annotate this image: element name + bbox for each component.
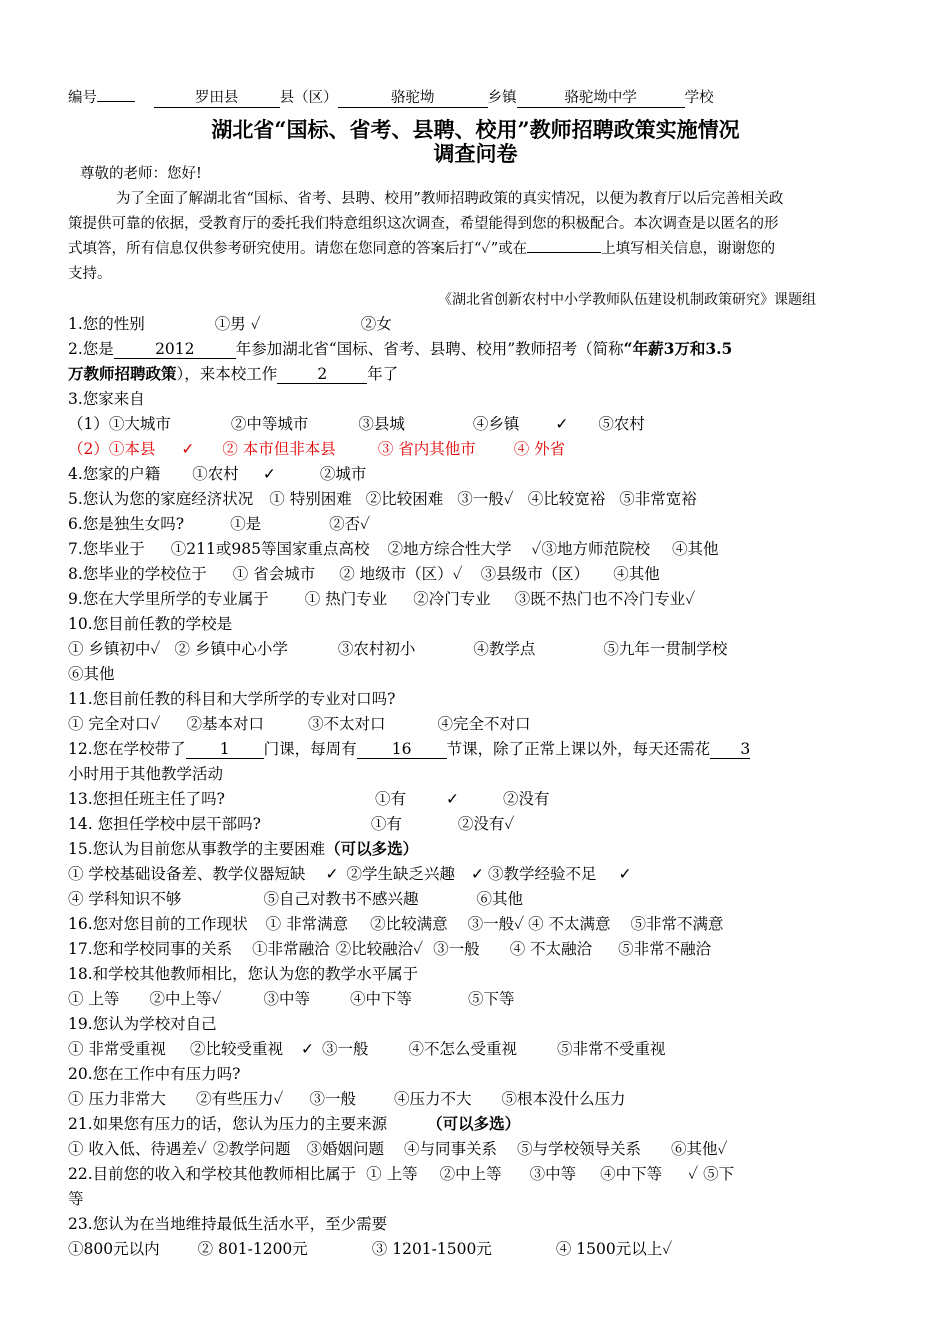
signature: 《湖北省创新农村中小学教师队伍建设机制政策研究》课题组: [438, 292, 816, 308]
intro-line2: 策提供可靠的依据，受教育厅的委托我们特意组织这次调查，希望能得到您的积极配合。本次调查是以匿名的形: [68, 216, 779, 232]
q10-opt-2[interactable]: ② 乡镇中心小学: [174, 640, 288, 658]
q22-text: 22.目前您的收入和学校其他教师相比属于: [68, 1165, 357, 1183]
q17-opt-3[interactable]: ③一般: [433, 940, 480, 958]
q12-line1: [68, 739, 750, 759]
q11-row: [68, 714, 530, 734]
q20-opt-3[interactable]: ③一般: [309, 1090, 356, 1108]
q10-opt-5[interactable]: ⑤九年一贯制学校: [603, 640, 728, 658]
q21-question: 21.如果您有压力的话，您认为压力的主要来源: [68, 1115, 388, 1133]
q2-text-c: ），来本校工作: [176, 365, 278, 383]
q2-text-b: 年参加湖北省“国标、省考、县聘、校用”教师招考（简称: [235, 340, 624, 358]
q22-tail: 等: [68, 1190, 84, 1208]
q17-text: 17.您和学校同事的关系: [68, 940, 233, 958]
q16-opt-3[interactable]: ③一般✓: [467, 915, 525, 933]
q19-text: 19.您认为学校对自己: [68, 1015, 217, 1033]
checkmark-icon: ✓: [618, 865, 632, 883]
q8-opt-2[interactable]: ② 地级市（区）✓: [339, 565, 463, 583]
q3-opt-midcity[interactable]: ②中等城市: [230, 415, 309, 433]
q15-row2: [68, 889, 523, 909]
q16-opt-1[interactable]: ① 非常满意: [265, 915, 349, 933]
q15-opt-6[interactable]: ⑥其他: [476, 890, 523, 908]
q21-multi-hint: （可以多选）: [427, 1114, 521, 1133]
q2-policy-name-b: 万教师招聘政策: [68, 364, 177, 383]
q18-opt-1[interactable]: ① 上等: [68, 990, 120, 1008]
q3-opt-town[interactable]: ④乡镇: [472, 415, 520, 433]
header-line: [68, 88, 714, 108]
q4-text: 4.您家的户籍: [68, 465, 161, 483]
q14-opt-yes[interactable]: ①有: [370, 815, 402, 833]
q15-multi-hint: （可以多选）: [325, 839, 419, 858]
checkmark-icon: ✓: [470, 865, 484, 883]
school-label: 学校: [684, 90, 714, 106]
q5: [68, 489, 697, 509]
q3-opt-rural[interactable]: ⑤农村: [598, 415, 645, 433]
checkmark-icon: ✓: [181, 440, 195, 458]
q3-opt-same-city[interactable]: ② 本市但非本县: [222, 440, 336, 458]
q4-opt-urban[interactable]: ②城市: [319, 465, 367, 483]
q3-row2: [68, 439, 565, 459]
title-line2: 调查问卷: [433, 141, 518, 166]
intro-line4: 支持。: [68, 266, 112, 282]
q23-opt-1[interactable]: ①800元以内: [68, 1240, 160, 1258]
code-label: 编号: [68, 90, 97, 106]
q20-row: [68, 1089, 625, 1109]
q19-opt-3[interactable]: ③一般: [321, 1040, 369, 1058]
q10-opt-1[interactable]: ① 乡镇初中✓: [68, 640, 161, 658]
q2-year[interactable]: 2012: [114, 341, 236, 359]
q1-text: 1.您的性别: [68, 315, 145, 333]
q7-opt-3[interactable]: ✓③地方师范院校: [531, 540, 650, 558]
q2-line2: [68, 364, 398, 384]
q20-text: 20.您在工作中有压力吗?: [68, 1065, 241, 1083]
q22-opt-4[interactable]: ④中下等: [600, 1165, 663, 1183]
q6: [68, 514, 370, 534]
q2-text-a: 2.您是: [68, 340, 114, 358]
q2-years[interactable]: 2: [277, 366, 367, 384]
q15-opt-2[interactable]: ②学生缺乏兴趣: [346, 865, 455, 883]
q9: [68, 589, 695, 609]
checkmark-icon: ✓: [262, 465, 276, 483]
q8-opt-3[interactable]: ③县级市（区）: [480, 565, 590, 583]
greeting: 尊敬的老师：您好!: [80, 166, 202, 182]
q21-opt-3[interactable]: ③婚姻问题: [306, 1140, 384, 1158]
q23-opt-4[interactable]: ④ 1500元以上✓: [555, 1240, 673, 1258]
q12-text-c: 节课，除了正常上课以外，每天还需花: [446, 740, 711, 758]
q12-line2: 小时用于其他教学活动: [68, 765, 224, 783]
q17-opt-4[interactable]: ④ 不太融洽: [509, 940, 593, 958]
q21-text: [68, 1114, 520, 1134]
q14-text: 14. 您担任学校中层干部吗?: [68, 815, 261, 833]
q10-row: [68, 639, 727, 659]
q14: [68, 814, 514, 834]
q17-opt-1[interactable]: ①非常融洽: [252, 940, 330, 958]
q17-opt-5[interactable]: ⑤非常不融洽: [618, 940, 712, 958]
q13-opt-yes[interactable]: ①有: [374, 790, 406, 808]
q3-opt-county[interactable]: ③县城: [358, 415, 405, 433]
q5-opt-1[interactable]: ① 特别困难: [269, 490, 352, 508]
q23-row: [68, 1239, 672, 1259]
q2-line1: [68, 339, 732, 359]
q18-opt-3[interactable]: ③中等: [263, 990, 310, 1008]
q13-text: 13.您担任班主任了吗?: [68, 790, 225, 808]
q15-opt-4[interactable]: ④ 学科知识不够: [68, 890, 182, 908]
q17-opt-2[interactable]: ②比较融洽✓: [335, 940, 424, 958]
q19-row: [68, 1039, 666, 1059]
q5-opt-3[interactable]: ③一般✓: [457, 490, 514, 508]
q21-row: [68, 1139, 728, 1159]
q5-opt-2[interactable]: ②比较困难: [365, 490, 444, 508]
q16-opt-5[interactable]: ⑤非常不满意: [630, 915, 724, 933]
q22-opt-5[interactable]: ✓ ⑤下: [688, 1165, 735, 1183]
q21-opt-5[interactable]: ⑤与学校领导关系: [516, 1140, 641, 1158]
q10-opt-3[interactable]: ③农村初小: [337, 640, 416, 658]
q19-opt-2[interactable]: ②比较受重视: [189, 1040, 283, 1058]
q12-text-b: 门课，每周有: [263, 740, 357, 758]
q9-opt-1[interactable]: ① 热门专业: [304, 590, 388, 608]
town-label: 乡镇: [487, 90, 517, 106]
town-value: 骆驼坳: [338, 90, 488, 108]
q22-opt-3[interactable]: ③中等: [529, 1165, 577, 1183]
q3-opt-local[interactable]: （2）①本县: [68, 440, 156, 458]
q11-opt-4[interactable]: ④完全不对口: [437, 715, 531, 733]
q14-opt-no[interactable]: ②没有✓: [457, 815, 515, 833]
intro-line1: 为了全面了解湖北省“国标、省考、县聘、校用”教师招聘政策的真实情况，以便为教育厅以后完善相关政: [116, 191, 784, 207]
q4: [68, 464, 366, 484]
q12-classes[interactable]: 16: [357, 741, 447, 759]
q18-row: [68, 989, 514, 1009]
q21-opt-2[interactable]: ②教学问题: [212, 1140, 291, 1158]
q23-text: 23.您认为在当地维持最低生活水平，至少需要: [68, 1215, 388, 1233]
q23-opt-3[interactable]: ③ 1201-1500元: [371, 1240, 492, 1258]
q13-opt-no[interactable]: ②没有: [502, 790, 550, 808]
q9-text: 9.您在大学里所学的专业属于: [68, 590, 269, 608]
q3-row1: [68, 414, 645, 434]
q12-courses[interactable]: 1: [186, 741, 264, 759]
q15-opt-1[interactable]: ① 学校基础设备差、教学仪器短缺: [68, 865, 306, 883]
q3-text: 3.您家来自: [68, 390, 145, 408]
q16-text: 16.您对您目前的工作现状: [68, 915, 248, 933]
q19-opt-1[interactable]: ① 非常受重视: [68, 1040, 166, 1058]
q7: [68, 539, 719, 559]
q16-opt-4[interactable]: ④ 不太满意: [528, 915, 611, 933]
q2-policy-name-a: “年薪3万和3.5: [623, 339, 733, 358]
title-line1: 湖北省“国标、省考、县聘、校用”教师招聘政策实施情况: [211, 117, 740, 142]
q6-opt-yes[interactable]: ①是: [230, 515, 262, 533]
q5-opt-4[interactable]: ④比较宽裕: [527, 490, 606, 508]
q5-text: 5.您认为您的家庭经济状况: [68, 490, 254, 508]
q7-opt-4[interactable]: ④其他: [671, 540, 719, 558]
q4-opt-rural[interactable]: ①农村: [192, 465, 239, 483]
q19-opt-5[interactable]: ⑤非常不受重视: [556, 1040, 666, 1058]
q20-opt-2[interactable]: ②有些压力✓: [195, 1090, 284, 1108]
q15-opt-3[interactable]: ③教学经验不足: [487, 865, 597, 883]
q10-opt-4[interactable]: ④教学点: [473, 640, 536, 658]
q20-opt-5[interactable]: ⑤根本没什么压力: [501, 1090, 626, 1108]
q11-text: 11.您目前任教的科目和大学所学的专业对口吗?: [68, 690, 396, 708]
q1: [68, 314, 392, 334]
q1-option-male[interactable]: ①男 ✓: [214, 315, 261, 333]
q23-opt-2[interactable]: ② 801-1200元: [197, 1240, 308, 1258]
q22-opt-2[interactable]: ②中上等: [439, 1165, 502, 1183]
q12-text-a: 12.您在学校带了: [68, 740, 186, 758]
q15-question: 15.您认为目前您从事教学的主要困难: [68, 840, 326, 858]
q2-text-d: 年了: [367, 365, 399, 383]
q21-opt-6[interactable]: ⑥其他✓: [671, 1140, 728, 1158]
q3-opt-other-province[interactable]: ④ 外省: [513, 440, 566, 458]
q7-text: 7.您毕业于: [68, 540, 145, 558]
q7-opt-1[interactable]: ①211或985等国家重点高校: [170, 540, 370, 558]
q20-opt-4[interactable]: ④压力不大: [393, 1090, 472, 1108]
checkmark-icon: ✓: [325, 865, 339, 883]
q8-text: 8.您毕业的学校位于: [68, 565, 207, 583]
q15-text: [68, 839, 418, 859]
code-blank[interactable]: [97, 101, 135, 102]
q21-opt-1[interactable]: ① 收入低、待遇差✓: [68, 1140, 207, 1158]
intro-line3-b: 上填写相关信息，谢谢您的: [601, 241, 776, 257]
q17: [68, 939, 711, 959]
q1-option-female[interactable]: ②女: [360, 315, 392, 333]
q8: [68, 564, 660, 584]
q6-opt-no[interactable]: ②否✓: [329, 515, 371, 533]
q18-opt-4[interactable]: ④中下等: [349, 990, 412, 1008]
q8-opt-1[interactable]: ① 省会城市: [232, 565, 316, 583]
intro-line3: [68, 239, 775, 259]
county-value: 罗田县: [154, 90, 280, 108]
q18-text: 18.和学校其他教师相比，您认为您的教学水平属于: [68, 965, 419, 983]
q10-text: 10.您目前任教的学校是: [68, 615, 233, 633]
checkmark-icon: ✓: [445, 790, 459, 808]
school-value: 骆驼坳中学: [517, 90, 685, 108]
q18-opt-5[interactable]: ⑤下等: [467, 990, 515, 1008]
q22-opt-1[interactable]: ① 上等: [366, 1165, 418, 1183]
q18-opt-2[interactable]: ②中上等✓: [149, 990, 222, 1008]
q11-opt-2[interactable]: ②基本对口: [186, 715, 264, 733]
q13: [68, 789, 550, 809]
q3-opt-other-city[interactable]: ③ 省内其他市: [377, 440, 476, 458]
q15-opt-5[interactable]: ⑤自己对教书不感兴趣: [263, 890, 419, 908]
q22-row: [68, 1164, 734, 1184]
q21-opt-4[interactable]: ④与同事关系: [403, 1140, 497, 1158]
q19-opt-4[interactable]: ④不怎么受重视: [408, 1040, 517, 1058]
checkmark-icon: ✓: [300, 1040, 314, 1058]
q12-hours[interactable]: 3: [710, 741, 750, 759]
q11-opt-3[interactable]: ③不太对口: [307, 715, 386, 733]
q9-opt-3[interactable]: ③既不热门也不冷门专业✓: [514, 590, 696, 608]
q9-opt-2[interactable]: ②冷门专业: [413, 590, 491, 608]
q16-opt-2[interactable]: ②比较满意: [370, 915, 448, 933]
q7-opt-2[interactable]: ②地方综合性大学: [387, 540, 512, 558]
q3-opt-bigcity[interactable]: （1）①大城市: [68, 415, 171, 433]
county-label: 县（区）: [279, 90, 338, 106]
checkmark-icon: ✓: [555, 415, 569, 433]
intro-line3-a: 式填答，所有信息仅供参考研究使用。请您在您同意的答案后打“✓”或在: [68, 241, 528, 257]
q11-opt-1[interactable]: ① 完全对口✓: [68, 715, 161, 733]
q16: [68, 914, 724, 934]
q5-opt-5[interactable]: ⑤非常宽裕: [619, 490, 697, 508]
q10-opt-6[interactable]: ⑥其他: [68, 665, 115, 683]
q8-opt-4[interactable]: ④其他: [613, 565, 660, 583]
q6-text: 6.您是独生女吗?: [68, 515, 185, 533]
q15-row1: [68, 864, 631, 884]
example-blank: [527, 252, 601, 253]
q20-opt-1[interactable]: ① 压力非常大: [68, 1090, 166, 1108]
